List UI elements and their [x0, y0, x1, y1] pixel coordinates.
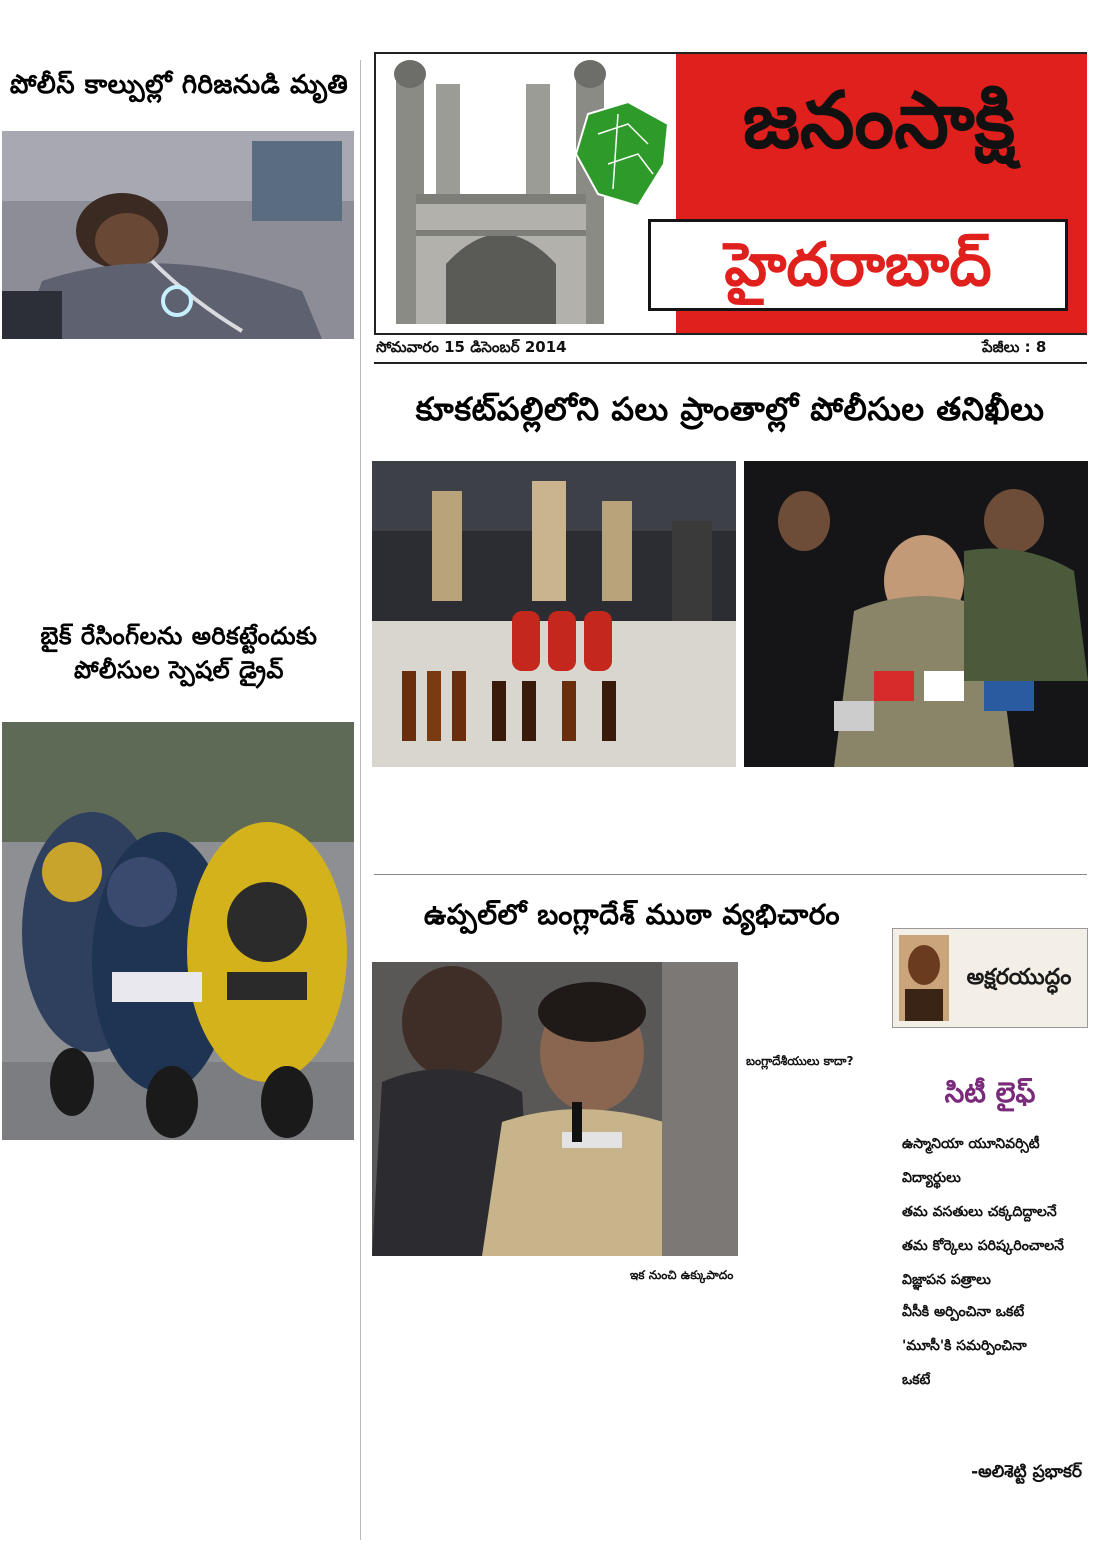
- column-line: 'మూసీ'కి సమర్పించినా: [902, 1338, 1027, 1354]
- seized-items-photo: [372, 461, 736, 767]
- hospital-patient-photo: [2, 131, 354, 339]
- column-line: విద్యార్థులు: [902, 1170, 961, 1186]
- column-logo: [892, 928, 1088, 1028]
- story4-side-intro: [746, 970, 886, 1054]
- story3-caption-left: [376, 772, 734, 868]
- telangana-map-icon: [568, 94, 678, 214]
- masthead-pages: పేజీలు : 8: [982, 338, 1047, 356]
- story2-body: [4, 1146, 354, 1536]
- column-line: తమ కోర్కెలు పరిష్కరించాలనే: [902, 1238, 1064, 1254]
- police-officers-photo: [372, 962, 738, 1256]
- column-divider: [360, 60, 361, 1540]
- bike-racing-photo: [2, 722, 354, 1140]
- masthead-title: జనంసాక్షి: [742, 76, 1016, 166]
- masthead: [374, 52, 1087, 335]
- story4-headline: ఉప్పల్‌లో బంగ్లాదేశ్ ముఠా వ్యభిచారం: [423, 898, 841, 931]
- story2-headline-line2: పోలీసుల స్పెషల్ డ్రైవ్: [73, 656, 284, 684]
- police-press-photo: [744, 461, 1088, 767]
- masthead-rule: [374, 362, 1087, 364]
- story3-headline: కూకట్‌పల్లిలోని పలు ప్రాంతాల్లో పోలీసుల తనిఖీలు: [415, 390, 1045, 428]
- masthead-city: హైదరాబాద్: [724, 230, 992, 300]
- story2-headline-line1: బైక్ రేసింగ్‌లను అరికట్టేందుకు: [40, 622, 318, 650]
- column-box: [892, 928, 1088, 1540]
- story1-headline: పోలీస్ కాల్పుల్లో గిరిజనుడి మృతి: [9, 70, 349, 100]
- column-author: -అలిశెట్టి ప్రభాకర్: [971, 1462, 1082, 1482]
- story4-subhead1: బంగ్లాదేశీయులు కాదా?: [746, 1054, 854, 1068]
- column-line: విజ్ఞాపన పత్రాలు: [902, 1272, 991, 1288]
- column-line: వీసీకి అర్పించినా ఒకటే: [902, 1304, 1025, 1320]
- story1-body: [4, 346, 354, 616]
- column-logo-portrait: [899, 935, 949, 1021]
- column-line: ఒకటే: [902, 1372, 931, 1388]
- story3-rule: [374, 874, 1087, 875]
- column-logo-text: అక్షరయుద్ధం: [966, 965, 1072, 990]
- story4-subhead2: ఇక నుంచి ఉక్కుపాదం: [630, 1268, 734, 1282]
- masthead-date: సోమవారం 15 డిసెంబర్ 2014: [376, 338, 567, 356]
- column-line: ఉస్మానియా యూనివర్సిటీ: [902, 1136, 1040, 1152]
- column-line: తమ వసతులు చక్కదిద్దాలనే: [902, 1204, 1057, 1220]
- column-title: సిటీ లైఫ్: [944, 1076, 1036, 1109]
- story4-side-body: [746, 1072, 886, 1260]
- story4-col2-body: [630, 1286, 884, 1538]
- story4-col1-body: [374, 1268, 620, 1538]
- story3-caption-right: [746, 772, 1086, 868]
